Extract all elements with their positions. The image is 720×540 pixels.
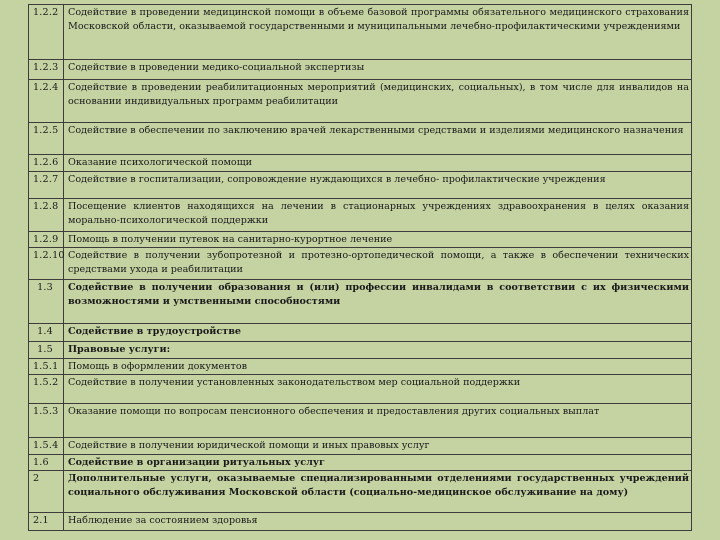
row-text: Содействие в трудоустройстве: [64, 324, 692, 342]
row-text: Помощь в получении путевок на санитарно-курортное лечение: [64, 232, 692, 248]
row-number: 1.4: [29, 324, 64, 342]
row-number: 1.5.2: [29, 375, 64, 404]
row-text: Содействие в получении установленных законодательством мер социальной поддержки: [64, 375, 692, 404]
row-number: 1.2.10: [29, 248, 64, 280]
row-number: 1.5.3: [29, 404, 64, 438]
table-row: [29, 471, 692, 513]
row-text: Содействие в проведении медико-социальной экспертизы: [64, 60, 692, 80]
services-table: [28, 4, 692, 531]
row-number: 1.2.7: [29, 172, 64, 199]
row-number: 1.2.5: [29, 123, 64, 155]
row-number: 1.5: [29, 342, 64, 359]
row-text: Содействие в проведении реабилитационных мероприятий (медицинских, социальных), в том числе для инвалидов на основании индивидуальных программ реабилитации: [64, 80, 692, 123]
row-text: Оказание психологической помощи: [64, 155, 692, 172]
row-number: 1.2.4: [29, 80, 64, 123]
row-number: 1.5.4: [29, 438, 64, 455]
row-number: 1.5.1: [29, 359, 64, 375]
table-row: [29, 375, 692, 404]
table-row: [29, 172, 692, 199]
table-row: [29, 280, 692, 324]
table-row: [29, 60, 692, 80]
row-number: 1.2.3: [29, 60, 64, 80]
row-number: 1.2.8: [29, 199, 64, 232]
table-row: [29, 5, 692, 60]
row-number: 1.2.6: [29, 155, 64, 172]
row-text: Содействие в госпитализации, сопровождение нуждающихся в лечебно- профилактические учреждения: [64, 172, 692, 199]
row-number: 2.1: [29, 513, 64, 531]
table-row: [29, 455, 692, 471]
table-row: [29, 80, 692, 123]
row-text: Содействие в организации ритуальных услуг: [64, 455, 692, 471]
row-text: Помощь в оформлении документов: [64, 359, 692, 375]
row-text: Дополнительные услуги, оказываемые специализированными отделениями государственных учреждений социального обслуживания Московской области (социально-медицинское обслуживание на дому): [64, 471, 692, 513]
table-row: [29, 123, 692, 155]
row-text: Содействие в получении юридической помощи и иных правовых услуг: [64, 438, 692, 455]
row-number: 1.3: [29, 280, 64, 324]
table-row: [29, 513, 692, 531]
row-text: Наблюдение за состоянием здоровья: [64, 513, 692, 531]
table-row: [29, 342, 692, 359]
row-text: Правовые услуги:: [64, 342, 692, 359]
row-text: Содействие в обеспечении по заключению врачей лекарственными средствами и изделиями медицинского назначения: [64, 123, 692, 155]
row-text: Содействие в получении образования и (или) профессии инвалидами в соответствии с их физическими возможностями и умственными способностями: [64, 280, 692, 324]
table-row: [29, 232, 692, 248]
table-row: [29, 324, 692, 342]
row-number: 1.2.9: [29, 232, 64, 248]
row-text: Посещение клиентов находящихся на лечении в стационарных учреждениях здравоохранения в целях оказания морально-психологической поддержки: [64, 199, 692, 232]
table-row: [29, 359, 692, 375]
table-row: [29, 438, 692, 455]
table-row: [29, 404, 692, 438]
row-text: Содействие в получении зубопротезной и протезно-ортопедической помощи, а также в обеспечении технических средствами ухода и реабилитации: [64, 248, 692, 280]
row-number: 1.2.2: [29, 5, 64, 60]
row-text: Содействие в проведении медицинской помощи в объеме базовой программы обязательного медицинского страхования Московской области, оказываемой государственными и муниципальными лечебно-профилактическими учреждениями: [64, 5, 692, 60]
row-number: 1.6: [29, 455, 64, 471]
row-number: 2: [29, 471, 64, 513]
row-text: Оказание помощи по вопросам пенсионного обеспечения и предоставления других социальных выплат: [64, 404, 692, 438]
table-row: [29, 199, 692, 232]
table-row: [29, 248, 692, 280]
table-row: [29, 155, 692, 172]
